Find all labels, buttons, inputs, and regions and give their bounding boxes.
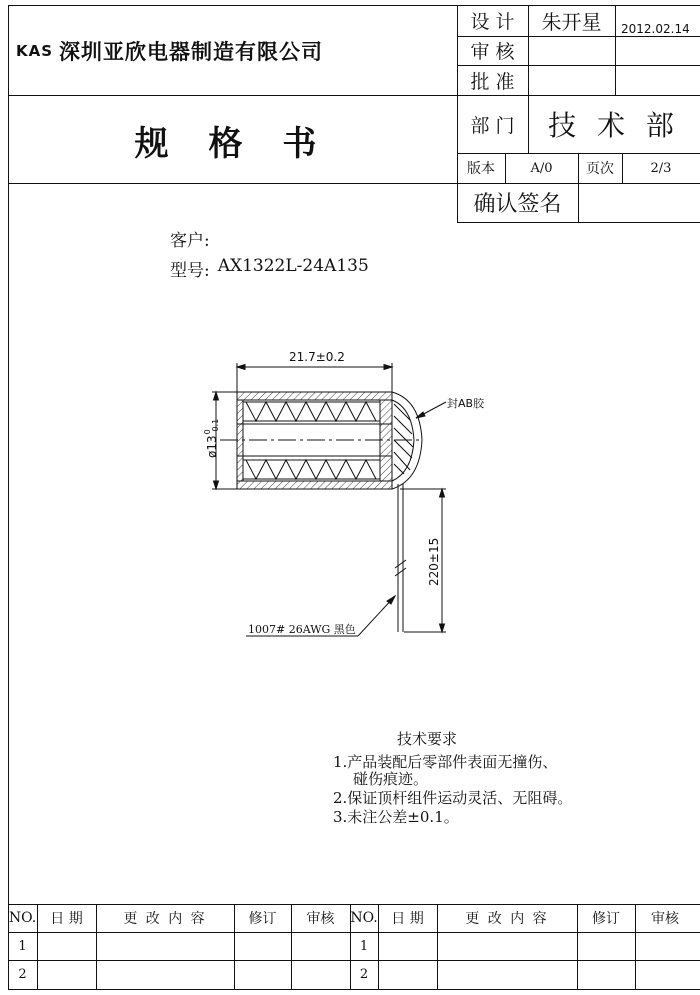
page-value: 2/3 [650, 160, 672, 176]
column-header: 日 期 [391, 911, 424, 927]
housing-hatch-bottom [237, 481, 392, 489]
requirements-title: 技术要求 [397, 730, 458, 748]
version-value: A/0 [530, 160, 553, 176]
row-number: 1 [359, 938, 369, 954]
row-number: 2 [18, 967, 27, 982]
diameter-dimension [204, 419, 220, 458]
approve-label: 批 准 [470, 70, 515, 93]
version-label: 版本 [467, 161, 495, 177]
requirement-item: 3.未注公差±0.1。 [333, 808, 459, 826]
arrowhead [214, 392, 219, 400]
company-name: 深圳亚欣电器制造有限公司 [59, 40, 324, 64]
department-label: 部 门 [470, 114, 515, 137]
customer-label: 客户: [170, 231, 210, 251]
winding-cross-upper [246, 402, 376, 421]
glue-dome-hatch [394, 404, 413, 474]
column-header: 修订 [248, 911, 277, 927]
table-line [8, 989, 700, 990]
end-plate-hatch [380, 400, 392, 481]
column-header: NO. [350, 910, 378, 926]
arrowhead [440, 624, 445, 632]
design-label: 设 计 [470, 11, 515, 33]
requirement-item: 2.保证顶杆组件运动灵活、无阻碍。 [333, 789, 573, 807]
model-number: AX1322L-24A135 [217, 256, 369, 276]
column-header: 审核 [306, 911, 335, 927]
arrowhead [214, 481, 219, 489]
confirm-signature-label: 确认签名 [473, 192, 562, 217]
housing-hatch-top [237, 392, 392, 400]
column-header: 更 改 内 容 [123, 911, 207, 927]
arrowhead [440, 489, 445, 497]
winding-cross-lower [246, 460, 376, 479]
column-header: 更 改 内 容 [465, 911, 549, 927]
wire-break-mark [395, 560, 406, 576]
page-label: 页次 [586, 161, 614, 177]
lead-length-dimension: 220±15 [427, 537, 441, 586]
company-logo: KAS [16, 42, 54, 60]
diameter-dimension-text: ø13 [205, 435, 219, 458]
diameter-tol-lower: -0.1 [211, 418, 220, 435]
column-header: NO. [8, 910, 37, 926]
column-header: 审核 [651, 911, 679, 927]
wire-spec-note: 1007# 26AWG 黑色 [248, 623, 356, 636]
glue-note: 封AB胶 [447, 397, 485, 410]
column-header: 日 期 [50, 911, 83, 927]
requirement-item: 碰伤痕迹。 [353, 770, 429, 788]
arrowhead [384, 365, 392, 370]
row-number: 1 [18, 938, 27, 954]
row-number: 2 [359, 967, 369, 982]
column-header: 修订 [592, 911, 620, 927]
diameter-tolerance [204, 419, 220, 435]
department-value: 技 术 部 [548, 109, 680, 142]
doc-title: 规 格 书 [134, 123, 331, 164]
arrowhead [237, 365, 245, 370]
review-label: 审 核 [470, 41, 515, 63]
requirement-item: 1.产品装配后零部件表面无撞伤、 [333, 753, 558, 771]
design-date: 2012.02.14 [621, 21, 690, 36]
diameter-tol-upper: 0 [203, 429, 212, 435]
designer-name: 朱开星 [541, 10, 602, 34]
model-label: 型号: [170, 261, 210, 281]
length-dimension-text: 21.7±0.2 [289, 350, 345, 364]
